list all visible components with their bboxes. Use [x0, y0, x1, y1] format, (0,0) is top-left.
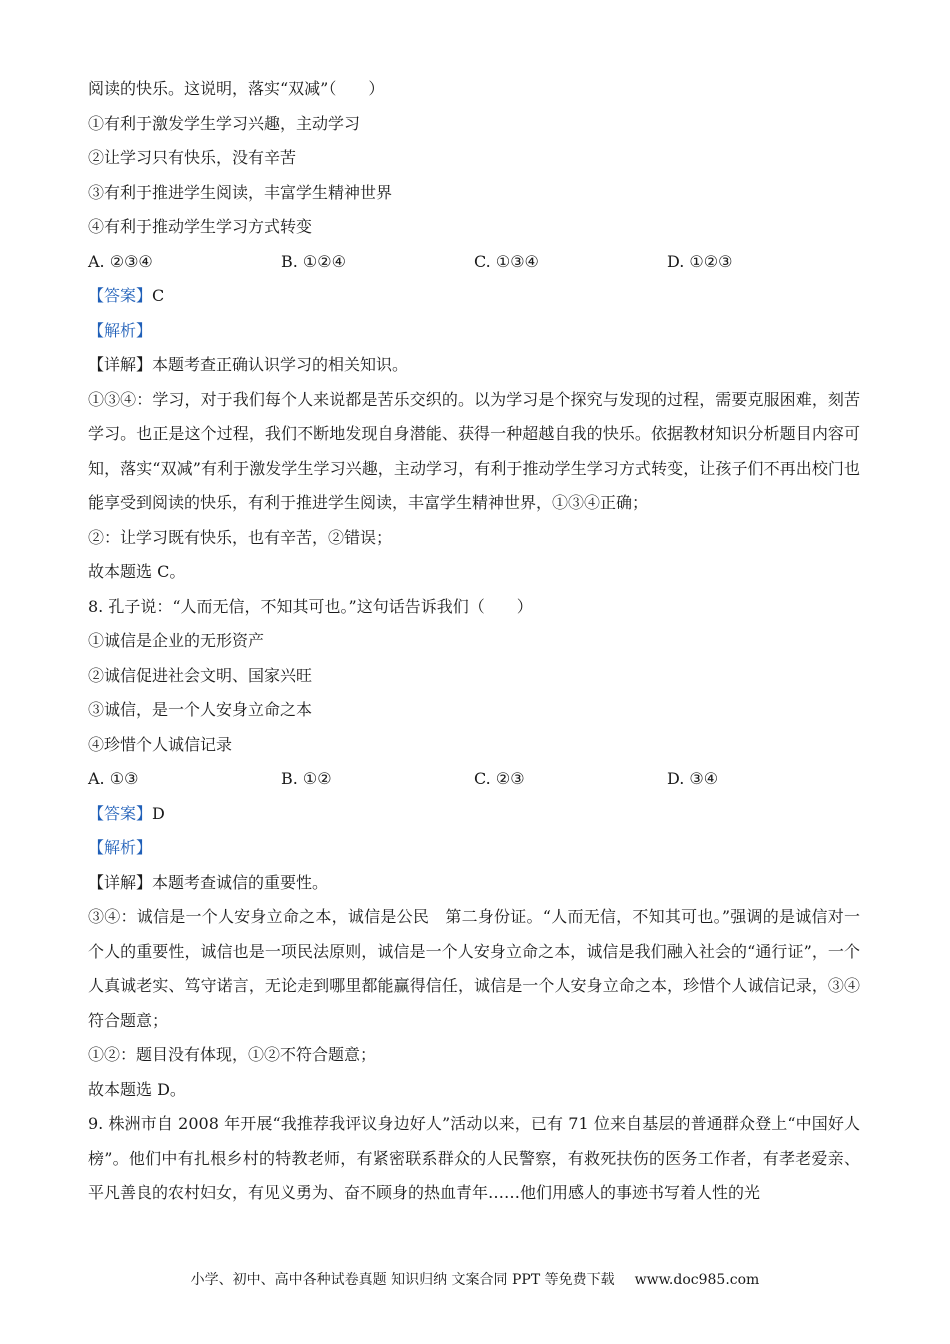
- q7-stem-tail: 阅读的快乐。这说明，落实“双减”（ ）: [88, 79, 385, 98]
- detail-intro-text: 本题考查正确认识学习的相关知识。: [152, 355, 409, 374]
- q8-option-d: D. ③④: [667, 769, 719, 788]
- q8-detail-intro: [88, 866, 860, 901]
- analysis-tag: 【解析】: [88, 320, 153, 340]
- detail-tag: 【详解】: [88, 872, 153, 892]
- q8-analysis: [88, 831, 860, 866]
- q8-options: [88, 762, 860, 797]
- q8-item-2: ②诚信促进社会文明、国家兴旺: [88, 665, 313, 685]
- q7-option-b: B. ①②④: [281, 251, 346, 271]
- q7-option-a: A. ②③④: [88, 251, 153, 271]
- q7-item-2: ②让学习只有快乐，没有辛苦: [88, 148, 297, 167]
- q7-item-1: ①有利于激发学生学习兴趣，主动学习: [88, 113, 361, 133]
- detail-intro-text: 本题考查诚信的重要性。: [152, 872, 329, 892]
- q7-item-3: ③有利于推进学生阅读，丰富学生精神世界: [88, 182, 393, 202]
- q8-detail-paragraph-1: ③④：诚信是一个人安身立命之本，诚信是公民 第二身份证。“人而无信，不知其可也。”强调的是诚信对一个人的重要性，诚信也是一项民法原则，诚信是一个人安身立命之本，诚信是我们融入社会的“通行证”，一个人真诚老实、笃守诺言，无论走到哪里都能赢得信任，诚信是一个人安身立命之本，珍惜个人诚信记录，③④符合题意；: [88, 907, 860, 1030]
- analysis-tag: 【解析】: [88, 838, 153, 857]
- q8-conclusion: 故本题选 D。: [88, 1079, 186, 1099]
- q7-options: [88, 245, 860, 280]
- q7-option-c: C. ①③④: [474, 251, 539, 271]
- q8-detail-paragraph-2: ①②：题目没有体现，①②不符合题意；: [88, 1045, 377, 1064]
- q7-conclusion: 故本题选 C。: [88, 562, 186, 581]
- q8-item-3: ③诚信，是一个人安身立命之本: [88, 700, 313, 719]
- q7-option-d: D. ①②③: [667, 251, 733, 271]
- answer-tag: 【答案】: [88, 803, 153, 823]
- answer-tag: 【答案】: [88, 286, 153, 305]
- q7-answer: [88, 279, 860, 314]
- q9-stem: 9. 株洲市自 2008 年开展“我推荐我评议身边好人”活动以来，已有 71 位来自基层的普通群众登上“中国好人榜”。他们中有扎根乡村的特教老师，有紧密联系群众的人民警察，有救死扶伤的医务工作者，有孝老爱亲、平凡善良的农村妇女，有见义勇为、奋不顾身的热血青年……他们用感人的事迹书写着人性的光: [88, 1114, 860, 1202]
- q7-detail-intro: [88, 348, 860, 383]
- q7-analysis: [88, 314, 860, 349]
- q7-detail-paragraph-1: ①③④：学习，对于我们每个人来说都是苦乐交织的。以为学习是个探究与发现的过程，需要克服困难，刻苦学习。也正是这个过程，我们不断地发现自身潜能、获得一种超越自我的快乐。依据教材知识分析题目内容可知，落实“双减”有利于激发学生学习兴趣，主动学习，有利于推动学生学习方式转变，让孩子们不再出校门也能享受到阅读的快乐，有利于推进学生阅读，丰富学生精神世界，①③④正确；: [88, 389, 860, 512]
- q8-option-c: C. ②③: [474, 769, 525, 788]
- answer-value: C: [152, 286, 165, 305]
- q8-option-a: A. ①③: [88, 769, 139, 788]
- document-page: [88, 72, 860, 1211]
- q8-option-b: B. ①②: [281, 769, 332, 788]
- q8-item-4: ④珍惜个人诚信记录: [88, 734, 233, 754]
- footer-text: 小学、初中、高中各种试卷真题 知识归纳 文案合同 PPT 等免费下载: [190, 1272, 615, 1288]
- q8-item-1: ①诚信是企业的无形资产: [88, 631, 265, 650]
- page-footer: [0, 1270, 950, 1290]
- detail-tag: 【详解】: [88, 355, 153, 374]
- q8-stem: 8. 孔子说：“人而无信，不知其可也。”这句话告诉我们（ ）: [88, 596, 533, 616]
- q8-answer: [88, 797, 860, 832]
- answer-value: D: [152, 803, 165, 823]
- footer-link[interactable]: www.doc985.com: [634, 1272, 760, 1288]
- q7-detail-paragraph-2: ②：让学习既有快乐，也有辛苦，②错误；: [88, 527, 393, 547]
- q7-item-4: ④有利于推动学生学习方式转变: [88, 217, 313, 236]
